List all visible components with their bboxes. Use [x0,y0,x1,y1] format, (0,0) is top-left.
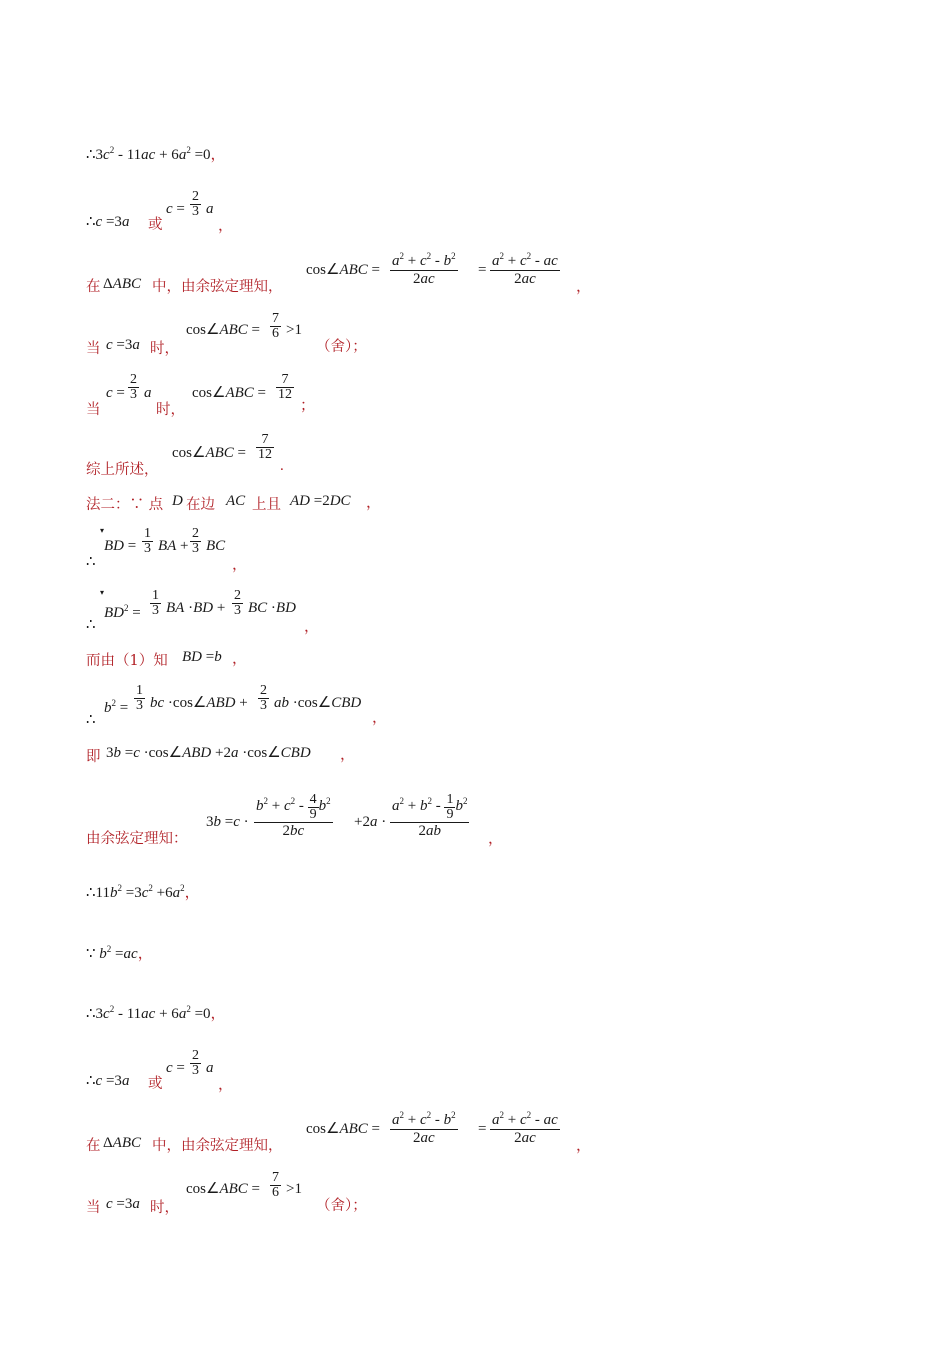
punct-comma: ， [210,147,226,163]
vector-bd-line: ▾ ∴ BD = $\frac{1}{3}$ BA + $\frac{2}{3}$ BC ， [86,526,248,573]
reject-note: （舍）； [316,1198,367,1214]
vector-bd-squared-line: ▾ ∴ $BD^2$ = $\frac{1}{3}$ BA ·BD + $\frac{2}{3}$ BC ·BD ， [86,588,320,635]
method-two-label: 法二：∵ 点 [86,497,164,513]
equation-11b-squared: $\therefore 11b^2 =3c^2 +6a^2$， [86,883,200,901]
since-b-squared-equals-ac: ∵ $b^2 =ac$， [86,944,153,962]
equation-line-16: $\therefore 3c^2 - 11ac + 6a^2 =0$， [86,1004,226,1022]
case-c-equals-3a-repeat: 当 c =3a 时， cos∠ABC = $\frac{7}{6}$ >1 （舍）； [86,1170,367,1216]
cosine-law-line-2: 在 ΔABC 中，由余弦定理知， cos∠ABC = $\frac{a^2 + c^2 - b^2}{2ac}$ = $\frac{a^2 + c^2 - ac}{2ac}$ ， [86,1110,592,1154]
equation-line-1: $\therefore 3c^2 - 11ac + 6a^2 =0$， [86,145,226,163]
time-word: 时， [150,341,179,357]
when-word: 当 [86,1200,101,1216]
from-part-one-line: 而由（1）知 BD =b ， [86,649,248,669]
edge-word: 在边 [186,497,215,513]
namely-word: 即 [86,749,101,765]
cosine-law-line-1: 在 ΔABC 中，由余弦定理知， cos∠ABC = $\frac{a^2 + c^2 - b^2}{2ac}$ = $\frac{a^2 + c^2 - ac}{2ac}$ ， [86,251,592,295]
time-word: 时， [156,402,185,418]
and-word: 上且 [252,497,281,513]
or-word: 或 [148,1076,163,1092]
simplified-line: 即 3b =c ·cos∠ABD +2a ·cos∠CBD ， [86,745,356,765]
document-page: $\therefore 3c^2 - 11ac + 6a^2 =0$， ∴c =3a 或 c = $\frac{2}{3}$ a ， 在 ΔABC 中，由余弦定理知， cos∠ABC = $\frac{a^2 + c^2 - b^2}{2ac}$ = $\frac{a^2 + c^2 - ac}{2ac}$ ， 当 c =3a 时， cos∠ABC = $\frac{7}{6}$ >1 （舍）； 当 c = $\frac{2}{3}$ a 时， cos∠ABC = $\frac{7}{12}$ ； 综上所述， cos∠ABC = $\frac{7}{12}$ . 法二：∵ 点 D 在边 AC 上且 AD =2DC ， ▾ ∴ BD = $\frac{1}{3}$ BA + $\frac{2}{3}$ BC ， ▾ ∴ $BD^2$ = $\frac{1}{3}$ BA ·BD + $\frac{2}{3}$ BC ·BD ， 而由（1）知 BD =b ， ∴ $b^2$ = $\frac{1}{3}$ bc ·cos∠ABD + $\frac{2}{3}$ ab ·cos∠CBD ， 即 3b =c ·cos∠ABD +2a ·cos∠CBD ， 由余弦定理知： 3b =c · $b^2 + c^2$ - $\frac{4}{9}$ $b^2$ 2bc +2a · $a^2 + b^2$ - $\frac{1}{9}$ $b^2$ 2ab ， $\therefore 11b^2 =3c^2 +6a^2$， ∵ $b^2 =ac$， $\therefore 3c^2 - 11ac + 6a^2 =0$， ∴c =3a 或 c = $\frac{2}{3}$ a ， 在 ΔABC 中，由余弦定理知， cos∠ABC = $\frac{a^2 + c^2 - b^2}{2ac}$ = $\frac{a^2 + c^2 - ac}{2ac}$ ， 当 c =3a 时， cos∠ABC = $\frac{7}{6}$ >1 （舍）； [0,0,950,1346]
b-squared-expansion-line: ∴ $b^2$ = $\frac{1}{3}$ bc ·cos∠ABD + $\frac{2}{3}$ ab ·cos∠CBD ， [86,683,388,728]
reject-note: （舍）； [316,339,367,355]
when-word: 当 [86,402,101,418]
case-c-equals-two-thirds-a: 当 c = $\frac{2}{3}$ a 时， cos∠ABC = $\frac{7}{12}$ ； [86,372,316,418]
therefore-symbol: ∴ [86,712,96,728]
conclusion-word: 综上所述， [86,462,159,478]
conclusion-line: 综上所述， cos∠ABC = $\frac{7}{12}$ . [86,432,284,478]
method-two-intro: 法二：∵ 点 D 在边 AC 上且 AD =2DC ， [86,493,382,513]
cosine-law-label: 由余弦定理知： [86,831,188,847]
cosine-law-substitution-line: 由余弦定理知： 3b =c · $b^2 + c^2$ - $\frac{4}{9}$ $b^2$ 2bc +2a · $a^2 + b^2$ - $\frac{1}{9}$ $b^2$ 2ab ， [86,792,504,847]
when-word: 当 [86,341,101,357]
therefore-symbol: ∴ [86,554,96,570]
therefore-symbol: ∴ [86,617,96,633]
from-part-one-text: 而由（1）知 [86,653,168,669]
case-c-equals-3a: 当 c =3a 时， cos∠ABC = $\frac{7}{6}$ >1 （舍）； [86,311,367,357]
time-word: 时， [150,1200,179,1216]
or-word: 或 [148,217,163,233]
